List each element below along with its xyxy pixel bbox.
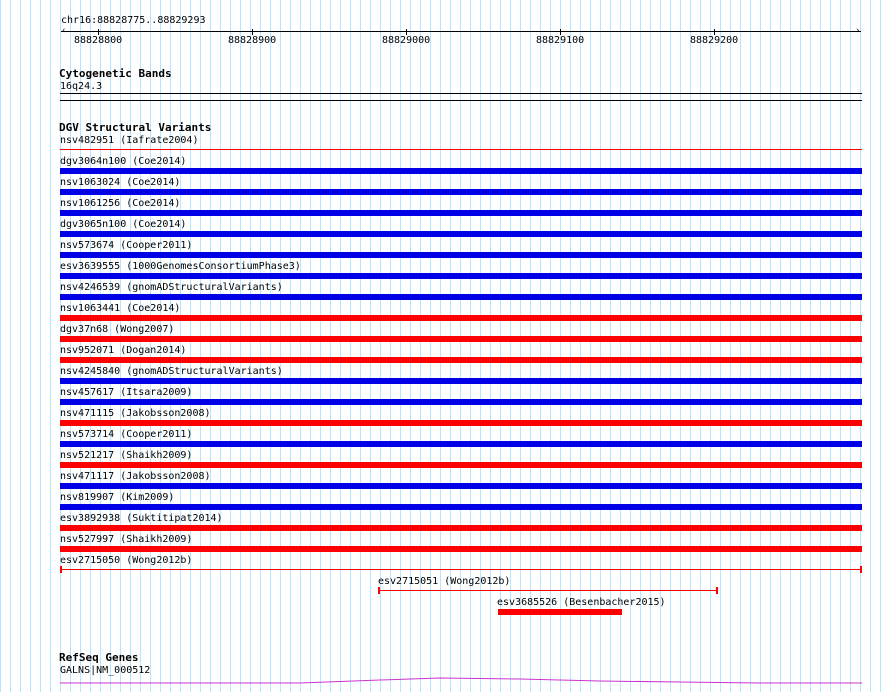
dgv-feature-bar[interactable] [60,483,862,489]
dgv-feature-label[interactable]: nsv952071 (Dogan2014) [60,345,187,356]
dgv-feature-label[interactable]: esv3685526 (Besenbacher2015) [497,597,666,608]
refseq-gene-label[interactable]: GALNS|NM_000512 [60,665,151,676]
dgv-feature-bar[interactable] [60,149,862,150]
dgv-feature-label[interactable]: nsv4246539 (gnomADStructuralVariants) [60,282,283,293]
dgv-feature-label[interactable]: nsv573674 (Cooper2011) [60,240,193,251]
dgv-feature-bar[interactable] [60,357,862,363]
cytoband-track-title[interactable]: Cytogenetic Bands [59,67,172,80]
dgv-feature-bar[interactable] [60,315,862,321]
position-label: chr16:88828775..88829293 [61,15,206,26]
dgv-feature-label[interactable]: esv2715050 (Wong2012b) [60,555,193,566]
dgv-feature-bar[interactable] [60,210,862,216]
dgv-feature-end-mark [60,566,62,573]
dgv-feature-bar[interactable] [60,569,862,570]
dgv-track-title[interactable]: DGV Structural Variants [59,121,212,134]
dgv-feature-bar[interactable] [60,462,862,468]
cytoband-label[interactable]: 16q24.3 [60,81,103,92]
dgv-feature-bar[interactable] [60,252,862,258]
dgv-feature-label[interactable]: nsv527997 (Shaikh2009) [60,534,193,545]
dgv-feature-bar[interactable] [60,525,862,531]
dgv-feature-label[interactable]: dgv3064n100 (Coe2014) [60,156,187,167]
dgv-feature-bar[interactable] [60,336,862,342]
dgv-feature-end-mark [860,566,862,573]
dgv-feature-label[interactable]: nsv482951 (Iafrate2004) [60,135,199,146]
refseq-track-title[interactable]: RefSeq Genes [59,651,139,664]
dgv-feature-bar[interactable] [60,168,862,174]
dgv-feature-label[interactable]: nsv573714 (Cooper2011) [60,429,193,440]
dgv-feature-end-mark [378,587,380,594]
dgv-feature-bar[interactable] [60,420,862,426]
dgv-feature-bar[interactable] [60,273,862,279]
dgv-feature-end-mark [716,587,718,594]
dgv-feature-label[interactable]: nsv1063024 (Coe2014) [60,177,181,188]
dgv-feature-bar[interactable] [60,546,862,552]
ruler-tick-label: 88828800 [74,35,123,46]
dgv-feature-label[interactable]: nsv521217 (Shaikh2009) [60,450,193,461]
ruler-tick-label: 88829200 [690,35,739,46]
dgv-feature-label[interactable]: nsv471117 (Jakobsson2008) [60,471,211,482]
dgv-feature-bar[interactable] [378,590,718,591]
dgv-feature-bar[interactable] [60,189,862,195]
dgv-feature-label[interactable]: esv3892938 (Suktitipat2014) [60,513,223,524]
dgv-feature-label[interactable]: nsv471115 (Jakobsson2008) [60,408,211,419]
dgv-feature-label[interactable]: dgv37n68 (Wong2007) [60,324,175,335]
cytoband-bar[interactable] [60,93,862,94]
dgv-feature-label[interactable]: esv3639555 (1000GenomesConsortiumPhase3) [60,261,301,272]
dgv-feature-bar[interactable] [60,441,862,447]
ruler-tick-label: 88829000 [382,35,431,46]
dgv-feature-bar[interactable] [60,294,862,300]
dgv-feature-label[interactable]: nsv4245840 (gnomADStructuralVariants) [60,366,283,377]
dgv-feature-bar[interactable] [60,504,862,510]
dgv-feature-bar[interactable] [60,231,862,237]
ruler-right-arrow: › [855,26,861,36]
ruler-left-arrow: ‹ [61,26,67,36]
track-divider [60,100,862,101]
ruler-tick-label: 88829100 [536,35,585,46]
dgv-feature-bar[interactable] [60,378,862,384]
ruler-tick-label: 88828900 [228,35,277,46]
dgv-feature-label[interactable]: nsv819907 (Kim2009) [60,492,175,503]
dgv-feature-bar[interactable] [498,609,622,615]
dgv-feature-label[interactable]: dgv3065n100 (Coe2014) [60,219,187,230]
ruler-line [61,31,861,32]
dgv-feature-label[interactable]: esv2715051 (Wong2012b) [378,576,511,587]
dgv-feature-label[interactable]: nsv1061256 (Coe2014) [60,198,181,209]
dgv-feature-label[interactable]: nsv457617 (Itsara2009) [60,387,193,398]
refseq-gene-feature[interactable] [0,676,890,690]
dgv-feature-bar[interactable] [60,399,862,405]
refseq-gene-line [60,678,862,683]
dgv-feature-label[interactable]: nsv1063441 (Coe2014) [60,303,181,314]
